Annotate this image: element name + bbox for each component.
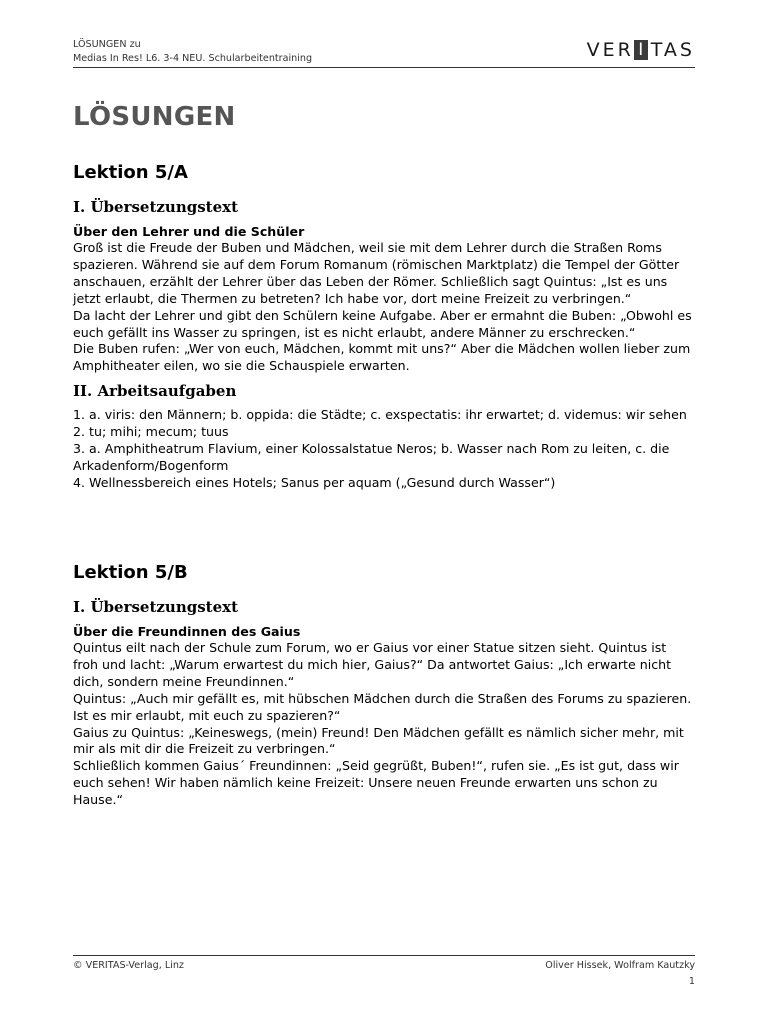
task-item-3: 3. a. Amphitheatrum Flavium, einer Kolossalstatue Neros; b. Wasser nach Rom zu leiten, c. die Arkadenform/Bogenform [73, 441, 670, 473]
page-footer [73, 955, 695, 988]
lektion-5a-tasks-heading: II. Arbeitsaufgaben [73, 382, 237, 401]
lektion-5b-paragraph-3: Gaius zu Quintus: „Keineswegs, (mein) Freund! Den Mädchen gefällt es nämlich sicher mehr, mit mir als mit dir die Freizeit zu verbringen.“ [73, 724, 684, 757]
header-line-2: Medias In Res! L6. 3-4 NEU. Schularbeitentraining [73, 53, 313, 64]
lektion-5a-paragraph-1: Groß ist die Freude der Buben und Mädchen, weil sie mit dem Lehrer durch die Straßen Roms spazieren. Während sie auf dem Forum Romanum (römischen Marktplatz) die Tempel der Götter anschauen, erzählt der Lehrer über das Leben der Römer. Schließlich sagt Quintus: „Ist es uns jetzt erlaubt, die Thermen zu betreten? Ich habe vor, dort meine Freizeit zu verbringen.“ [73, 240, 680, 306]
lektion-5a-translation-heading: I. Übersetzungstext [73, 198, 238, 216]
lektion-5a-title: Lektion 5/A [73, 162, 188, 183]
lektion-5a-paragraph-2: Da lacht der Lehrer und gibt den Schülern keine Aufgabe. Aber er ermahnt die Buben: „Obwohl es euch gefällt ins Wasser zu springen, ist es nicht erlaubt, andere Männer zu erschrecken.“ [73, 307, 692, 340]
task-item-2: 2. tu; mihi; mecum; tuus [73, 424, 229, 440]
lektion-5b-translation-heading: I. Übersetzungstext [73, 598, 238, 616]
page-title: LÖSUNGEN [73, 102, 236, 132]
lektion-5a-task-list [73, 407, 695, 492]
lektion-5b-paragraph-1: Quintus eilt nach der Schule zum Forum, wo er Gaius vor einer Statue sitzen sieht. Quintus ist froh und lacht: „Warum erwartest du mich hier, Gaius?“ Da antwortet Gaius: „Ich erwarte nicht dich, sondern meine Freundinnen.“ [73, 640, 672, 689]
lektion-5b-title: Lektion 5/B [73, 562, 188, 583]
header-divider [73, 67, 695, 68]
lektion-5a-story-title: Über den Lehrer und die Schüler [73, 224, 305, 239]
lektion-5a-paragraph-3: Die Buben rufen: „Wer von euch, Mädchen, kommt mit uns?“ Aber die Mädchen wollen lieber zum Amphitheater eilen, wo sie die Schauspiele erwarten. [73, 341, 691, 374]
footer-authors: Oliver Hissek, Wolfram Kautzky [545, 960, 695, 971]
lektion-5a-section [73, 161, 695, 492]
lektion-5b-paragraph-2: Quintus: „Auch mir gefällt es, mit hübschen Mädchen durch die Straßen des Forums zu spazieren. Ist es mir erlaubt, mit euch zu spazieren?“ [73, 690, 692, 723]
logo-text-right: TAS [650, 39, 695, 61]
logo-text-left: VER [586, 39, 634, 61]
page-header [73, 38, 695, 68]
lektion-5b-story-title: Über die Freundinnen des Gaius [73, 624, 301, 639]
header-line-1: LÖSUNGEN zu [73, 39, 141, 50]
lektion-5b-section [73, 561, 695, 809]
logo-i-mark: I [634, 40, 648, 60]
task-item-4: 4. Wellnessbereich eines Hotels; Sanus per aquam („Gesund durch Wasser“) [73, 474, 556, 490]
footer-divider [73, 955, 695, 956]
veritas-logo [587, 38, 695, 62]
task-item-1: 1. a. viris: den Männern; b. oppida: die Städte; c. exspectatis: ihr erwartet; d. videmus: wir sehen [73, 407, 687, 423]
footer-copyright: © VERITAS-Verlag, Linz [73, 960, 184, 971]
page-number: 1 [688, 976, 695, 987]
lektion-5b-paragraph-4: Schließlich kommen Gaius´ Freundinnen: „Seid gegrüßt, Buben!“, rufen sie. „Es ist gut, dass wir euch sehen! Wir haben nämlich keine Freizeit: Unsere neuen Freunde erwarten uns schon zu Hause.“ [73, 758, 679, 808]
